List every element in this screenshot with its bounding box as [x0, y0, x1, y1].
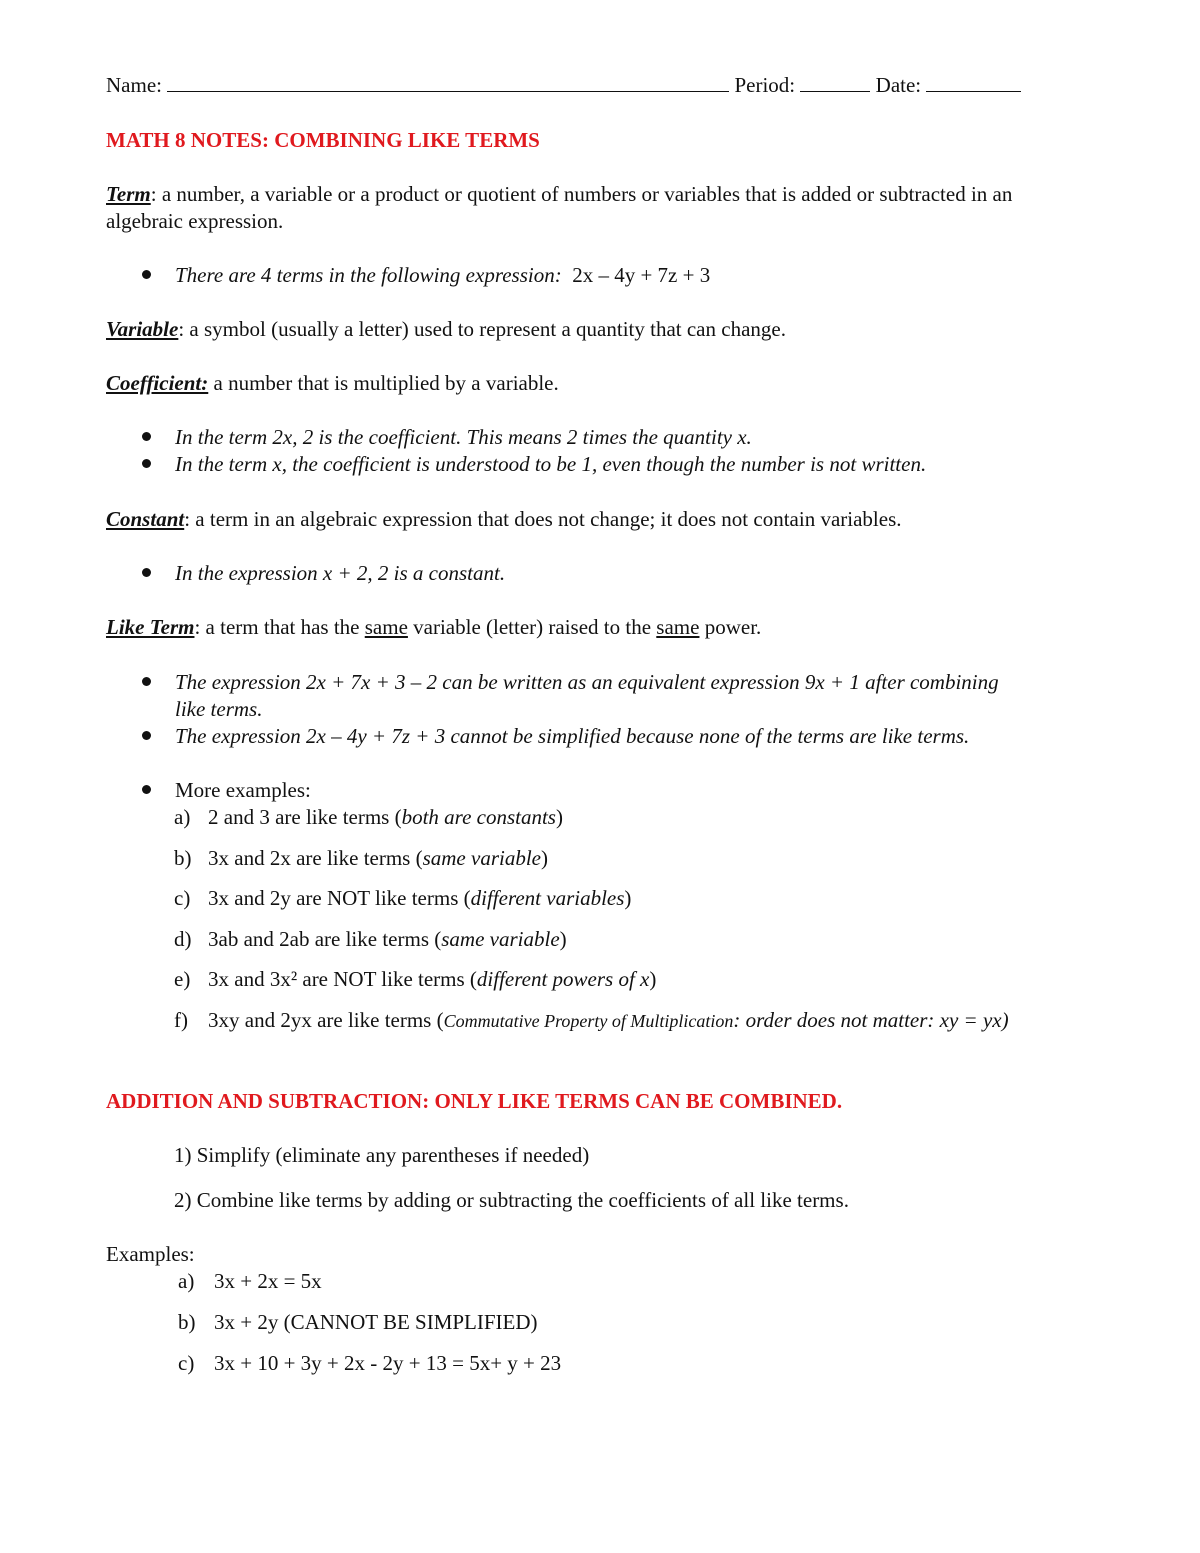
like-term-same-2: same	[656, 615, 700, 639]
header-line	[106, 73, 1021, 98]
like-term-same-1: same	[364, 615, 408, 639]
example-item	[178, 1269, 322, 1294]
list-end: )	[649, 967, 657, 991]
list-item	[174, 846, 548, 871]
list-text: 3ab and 2ab are like terms (	[208, 927, 442, 951]
more-examples-label: More examples:	[175, 778, 311, 802]
coefficient-example-2-text: In the term x, the coefficient is understood to be 1, even though the number is not written.	[175, 452, 927, 476]
coefficient-example-2	[175, 452, 926, 477]
example-letter: c)	[178, 1351, 195, 1375]
term-def-line2: algebraic expression.	[106, 209, 284, 233]
example-letter: a)	[178, 1269, 195, 1293]
example-item	[178, 1310, 538, 1335]
bullet-icon	[142, 568, 151, 577]
list-note: Commutative Property of Multiplication	[443, 1011, 734, 1031]
bullet-icon	[142, 731, 151, 740]
term-word: Term	[106, 182, 151, 206]
list-note: different powers of x	[476, 967, 650, 991]
list-text: 3x and 3x² are NOT like terms (	[208, 967, 477, 991]
list-note: same variable	[422, 846, 541, 870]
coefficient-word: Coefficient:	[106, 371, 209, 395]
list-item	[174, 805, 563, 830]
page-title: MATH 8 NOTES: COMBINING LIKE TERMS	[106, 128, 540, 152]
step-1: 1) Simplify (eliminate any parentheses if needed)	[174, 1143, 590, 1167]
like-term-def-a: : a term that has the	[194, 615, 365, 639]
list-item	[174, 1008, 1009, 1033]
like-term-def-c: power.	[699, 615, 762, 639]
coefficient-example-1	[175, 425, 752, 450]
examples-label: Examples:	[106, 1242, 195, 1266]
term-example-expr: 2x – 4y + 7z + 3	[572, 263, 711, 287]
list-text: 2 and 3 are like terms (	[208, 805, 402, 829]
example-text: 3x + 2x = 5x	[214, 1269, 322, 1293]
step-2: 2) Combine like terms by adding or subtracting the coefficients of all like terms.	[174, 1188, 849, 1212]
list-item	[174, 967, 656, 992]
list-end: )	[541, 846, 548, 870]
list-note: same variable	[441, 927, 560, 951]
term-example	[175, 263, 710, 288]
date-label: Date:	[875, 73, 922, 97]
coefficient-definition	[106, 371, 559, 396]
like-term-word: Like Term	[106, 615, 195, 639]
list-item	[174, 886, 631, 911]
constant-word: Constant	[106, 507, 185, 531]
list-end: )	[624, 886, 632, 910]
list-text: 3x and 2y are NOT like terms (	[208, 886, 471, 910]
term-example-text: There are 4 terms in the following expression:	[175, 263, 562, 287]
constant-def: : a term in an algebraic expression that does not change; it does not contain variables.	[184, 507, 902, 531]
list-end: )	[555, 805, 563, 829]
name-label: Name:	[106, 73, 162, 97]
like-term-example-1-text: The expression 2x + 7x + 3 – 2 can be written as an equivalent expression 9x + 1 after combining	[175, 670, 999, 694]
constant-example-text: In the expression x + 2, 2 is a constant.	[175, 561, 506, 585]
bullet-icon	[142, 432, 151, 441]
list-item	[174, 927, 567, 952]
name-blank[interactable]	[167, 73, 729, 92]
list-text: 3x and 2x are like terms (	[208, 846, 423, 870]
coefficient-def: a number that is multiplied by a variable.	[208, 371, 559, 395]
example-text: 3x + 10 + 3y + 2x - 2y + 13 = 5x+ y + 23	[214, 1351, 562, 1375]
list-letter: b)	[174, 846, 192, 870]
bullet-icon	[142, 677, 151, 686]
bullet-icon	[142, 785, 151, 794]
list-note: both are constants	[401, 805, 556, 829]
list-letter: a)	[174, 805, 191, 829]
variable-definition	[106, 317, 786, 342]
like-term-def-b: variable (letter) raised to the	[407, 615, 657, 639]
term-definition	[106, 182, 1012, 207]
like-term-example-1-text-2: like terms.	[175, 697, 263, 721]
list-end: : order does not matter: xy = yx)	[733, 1008, 1009, 1032]
bullet-icon	[142, 459, 151, 468]
coefficient-example-1-text: In the term 2x, 2 is the coefficient. This means 2 times the quantity x.	[175, 425, 752, 449]
example-item	[178, 1351, 561, 1376]
period-blank[interactable]	[800, 73, 870, 92]
list-text: 3xy and 2yx are like terms (	[208, 1008, 444, 1032]
variable-word: Variable	[106, 317, 179, 341]
like-term-example-2-text: The expression 2x – 4y + 7z + 3 cannot be simplified because none of the terms are like terms.	[175, 724, 970, 748]
like-term-example-2	[175, 724, 969, 749]
like-term-example-1-line1	[175, 670, 999, 695]
list-note: different variables	[470, 886, 625, 910]
date-blank[interactable]	[926, 73, 1021, 92]
list-letter: f)	[174, 1008, 188, 1032]
example-letter: b)	[178, 1310, 196, 1334]
example-text: 3x + 2y (CANNOT BE SIMPLIFIED)	[214, 1310, 538, 1334]
like-term-definition	[106, 615, 761, 640]
constant-example	[175, 561, 505, 586]
list-end: )	[559, 927, 567, 951]
like-term-example-1-line2	[175, 697, 262, 722]
variable-def: : a symbol (usually a letter) used to represent a quantity that can change.	[178, 317, 786, 341]
list-letter: e)	[174, 967, 191, 991]
list-letter: c)	[174, 886, 191, 910]
term-def-line1: : a number, a variable or a product or quotient of numbers or variables that is added or subtracted in an	[150, 182, 1013, 206]
list-letter: d)	[174, 927, 192, 951]
constant-definition	[106, 507, 902, 532]
section2-title: ADDITION AND SUBTRACTION: ONLY LIKE TERMS CAN BE COMBINED.	[106, 1089, 843, 1113]
bullet-icon	[142, 270, 151, 279]
period-label: Period:	[734, 73, 796, 97]
